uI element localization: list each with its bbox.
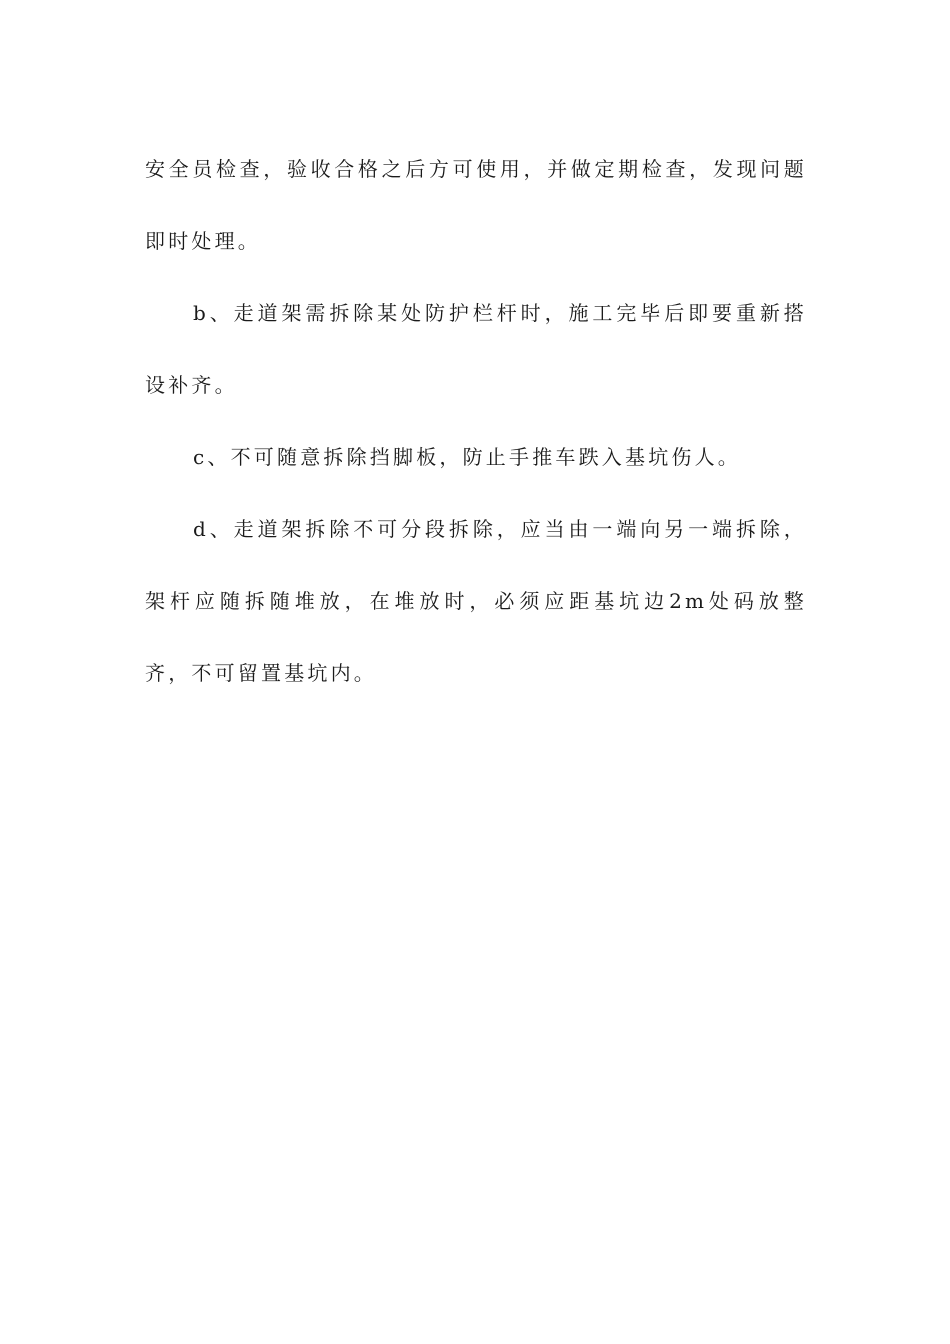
document-body bbox=[145, 133, 807, 709]
paragraph-item-b: b、走道架需拆除某处防护栏杆时，施工完毕后即要重新搭设补齐。 bbox=[145, 301, 807, 397]
paragraph-item-d: d、走道架拆除不可分段拆除，应当由一端向另一端拆除，架杆应随拆随堆放，在堆放时，必须应距基坑边2m处码放整齐，不可留置基坑内。 bbox=[145, 517, 807, 685]
paragraph-item-c: c、不可随意拆除挡脚板，防止手推车跌入基坑伤人。 bbox=[193, 445, 742, 469]
paragraph-continued-inspection: 安全员检查，验收合格之后方可使用，并做定期检查，发现问题即时处理。 bbox=[145, 157, 807, 253]
